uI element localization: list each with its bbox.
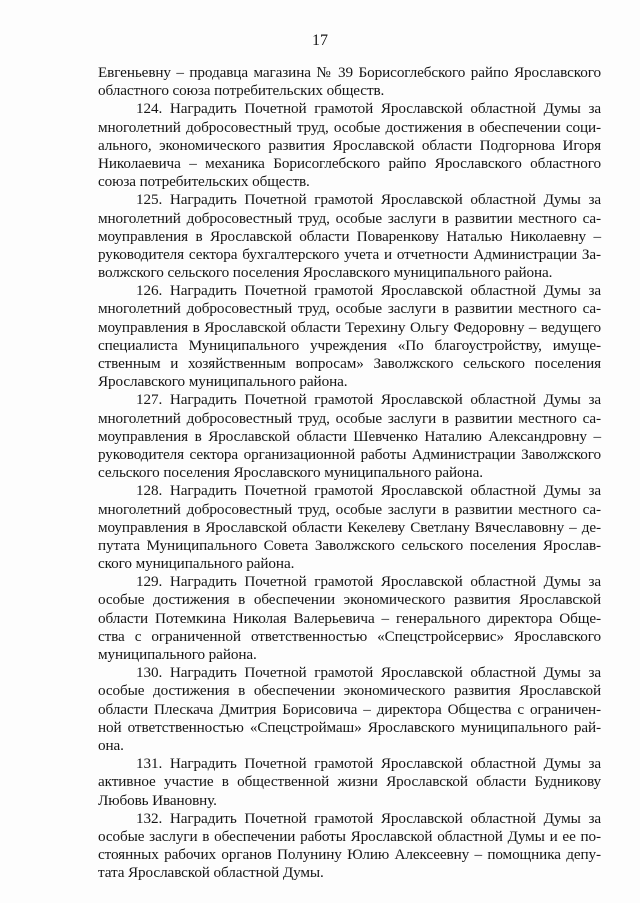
text-line: особые достижения в обеспечении экономического развития Ярославской bbox=[98, 682, 601, 700]
text-line: путата Муниципального Совета Заволжского сельского поселения Ярослав- bbox=[98, 536, 601, 554]
text-line: 124. Наградить Почетной грамотой Ярославской областной Думы за bbox=[136, 100, 601, 118]
text-line: 131. Наградить Почетной грамотой Ярославской областной Думы за bbox=[136, 755, 601, 773]
page-number: 17 bbox=[312, 32, 328, 49]
paragraph bbox=[98, 810, 601, 883]
paragraph bbox=[98, 282, 601, 391]
text-line: 127. Наградить Почетной грамотой Ярославской областной Думы за bbox=[136, 391, 601, 409]
text-line: 126. Наградить Почетной грамотой Ярославской областной Думы за bbox=[136, 282, 601, 300]
paragraph bbox=[98, 100, 601, 191]
text-line: многолетний добросовестный труд, особые достижения в обеспечении соци- bbox=[98, 118, 601, 136]
text-line: волжского сельского поселения Ярославского муниципального района. bbox=[98, 264, 553, 282]
text-line: муниципального района. bbox=[98, 646, 257, 663]
text-line: ского муниципального района. bbox=[98, 555, 295, 573]
text-line: многолетний добросовестный труд, особые заслуги в развитии местного са- bbox=[98, 300, 601, 318]
document-body bbox=[98, 64, 601, 882]
text-line: многолетний добросовестный труд, особые заслуги в развитии местного са- bbox=[98, 209, 601, 227]
paragraph bbox=[98, 391, 601, 482]
text-line: руководителя сектора организационной работы Администрации Заволжского bbox=[98, 445, 601, 463]
text-line: 132. Наградить Почетной грамотой Ярославской областной Думы за bbox=[136, 809, 601, 827]
text-line: ства с ограниченной ответственностью «Спецстройсервис» Ярославского bbox=[98, 627, 601, 645]
text-line: 125. Наградить Почетной грамотой Ярославской областной Думы за bbox=[136, 191, 601, 209]
text-line: моуправления в Ярославской области Терехину Ольгу Федоровну – ведущего bbox=[98, 318, 601, 336]
text-line: особые заслуги в обеспечении работы Ярославской областной Думы и ее по- bbox=[98, 827, 601, 845]
text-line: Ярославского муниципального района. bbox=[98, 373, 348, 391]
text-line: многолетний добросовестный труд, особые заслуги в развитии местного са- bbox=[98, 409, 601, 427]
paragraph bbox=[98, 191, 601, 282]
text-line: специалиста Муниципального учреждения «По благоустройству, имуще- bbox=[98, 336, 601, 354]
text-line: руководителя сектора бухгалтерского учета и отчетности Администрации За- bbox=[98, 245, 601, 263]
text-line: моуправления в Ярославской области Кекелеву Светлану Вячеславовну – де- bbox=[98, 518, 601, 536]
text-line: 130. Наградить Почетной грамотой Ярославской областной Думы за bbox=[136, 664, 601, 682]
text-line: Любовь Ивановну. bbox=[98, 791, 217, 809]
text-line: сельского поселения Ярославского муниципального района. bbox=[98, 464, 483, 482]
paragraph bbox=[98, 64, 601, 100]
paragraph bbox=[98, 664, 601, 755]
text-line: ственным и хозяйственным вопросам» Заволжского сельского поселения bbox=[98, 355, 601, 372]
text-line: ной ответственностью «Спецстроймаш» Ярославского муниципального рай- bbox=[98, 718, 601, 736]
text-line: особые достижения в обеспечении экономического развития Ярославской bbox=[98, 591, 601, 609]
text-line: активное участие в общественной жизни Ярославской области Будникову bbox=[98, 773, 601, 791]
text-line: областного союза потребительских обществ. bbox=[98, 82, 385, 100]
text-line: Евгеньевну – продавца магазина № 39 Борисоглебского райпо Ярославского bbox=[98, 64, 601, 81]
text-line: моуправления в Ярославской области Шевченко Наталию Александровну – bbox=[98, 427, 601, 445]
text-line: области Потемкина Николая Валерьевича – генерального директора Обще- bbox=[98, 609, 601, 627]
text-line: тата Ярославской областной Думы. bbox=[98, 864, 324, 882]
paragraph bbox=[98, 573, 601, 664]
text-line: моуправления в Ярославской области Поваренкову Наталью Николаевну – bbox=[98, 227, 601, 245]
text-line: области Плескача Дмитрия Борисовича – директора Общества с ограничен- bbox=[98, 700, 601, 718]
text-line: союза потребительских обществ. bbox=[98, 173, 310, 191]
text-line: многолетний добросовестный труд, особые заслуги в развитии местного са- bbox=[98, 500, 601, 518]
text-line: она. bbox=[98, 736, 124, 754]
text-line: стоянных рабочих органов Полунину Юлию Алексеевну – помощника депу- bbox=[98, 846, 601, 864]
text-line: 128. Наградить Почетной грамотой Ярославской областной Думы за bbox=[136, 482, 601, 500]
paragraph bbox=[98, 482, 601, 573]
paragraph bbox=[98, 755, 601, 810]
text-line: Николаевича – механика Борисоглебского райпо Ярославского областного bbox=[98, 154, 601, 172]
text-line: 129. Наградить Почетной грамотой Ярославской областной Думы за bbox=[136, 573, 601, 591]
text-line: ального, экономического развития Ярославской области Подгорнова Игоря bbox=[98, 136, 601, 154]
